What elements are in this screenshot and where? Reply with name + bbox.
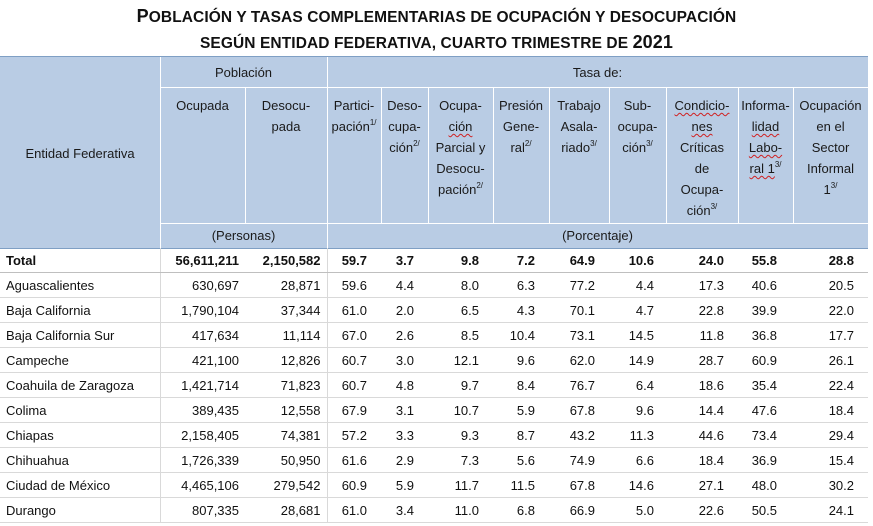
cell-value: 11,114 — [245, 323, 327, 348]
cell-value: 74.9 — [549, 448, 609, 473]
table-row — [0, 348, 868, 373]
cell-value: 807,335 — [160, 498, 245, 523]
cell-value: 22.0 — [793, 298, 868, 323]
cell-value: 73.4 — [738, 423, 793, 448]
cell-value: 9.8 — [428, 248, 493, 273]
cell-value: 3.4 — [381, 498, 428, 523]
cell-value: 7.3 — [428, 448, 493, 473]
cell-value: 59.7 — [327, 248, 381, 273]
cell-value: 47.6 — [738, 398, 793, 423]
cell-entidad: Colima — [0, 398, 160, 423]
cell-value: 15.4 — [793, 448, 868, 473]
cell-value: 67.9 — [327, 398, 381, 423]
cell-value: 14.4 — [666, 398, 738, 423]
col-header-desocupacion: Deso- cupa- ción$^{2/}$ — [387, 98, 422, 155]
cell-value: 74,381 — [245, 423, 327, 448]
cell-value: 55.8 — [738, 248, 793, 273]
cell-value: 24.1 — [793, 498, 868, 523]
header-poblacion: Población — [214, 65, 273, 80]
cell-value: 6.4 — [609, 373, 666, 398]
cell-entidad: Baja California — [0, 298, 160, 323]
col-header-trabajo-asalariado: Trabajo Asala- riado$^{3/}$ — [557, 98, 601, 155]
cell-entidad: Chiapas — [0, 423, 160, 448]
cell-value: 40.6 — [738, 273, 793, 298]
cell-value: 3.7 — [381, 248, 428, 273]
col-header-sector-informal: Ocupación en el Sector Informal $1^{3/}$ — [799, 98, 862, 197]
cell-value: 7.2 — [493, 248, 549, 273]
cell-value: 5.0 — [609, 498, 666, 523]
cell-value: 28.7 — [666, 348, 738, 373]
cell-value: 61.0 — [327, 298, 381, 323]
cell-value: 6.6 — [609, 448, 666, 473]
cell-value: 62.0 — [549, 348, 609, 373]
cell-value: 11.3 — [609, 423, 666, 448]
cell-value: 67.8 — [549, 398, 609, 423]
cell-entidad: Ciudad de México — [0, 473, 160, 498]
cell-value: 17.3 — [666, 273, 738, 298]
cell-value: 59.6 — [327, 273, 381, 298]
cell-value: 70.1 — [549, 298, 609, 323]
cell-value: 5.6 — [493, 448, 549, 473]
col-header-condiciones-criticas: Condicio- nes Críticas de Ocupa- ción$^{3/}$ — [674, 98, 730, 218]
cell-value: 37,344 — [245, 298, 327, 323]
cell-value: 56,611,211 — [160, 248, 245, 273]
cell-value: 3.1 — [381, 398, 428, 423]
cell-value: 2.9 — [381, 448, 428, 473]
cell-value: 17.7 — [793, 323, 868, 348]
col-header-desocupada: Desocu- pada — [261, 98, 311, 134]
cell-value: 4,465,106 — [160, 473, 245, 498]
cell-value: 30.2 — [793, 473, 868, 498]
cell-value: 3.3 — [381, 423, 428, 448]
title-year: 2021 — [632, 32, 674, 52]
cell-value: 1,790,104 — [160, 298, 245, 323]
cell-value: 77.2 — [549, 273, 609, 298]
col-header-presion-general: Presión Gene- ral$^{2/}$ — [498, 98, 544, 155]
cell-value: 417,634 — [160, 323, 245, 348]
cell-value: 61.0 — [327, 498, 381, 523]
cell-value: 4.8 — [381, 373, 428, 398]
table-row — [0, 373, 868, 398]
cell-value: 22.4 — [793, 373, 868, 398]
cell-value: 6.5 — [428, 298, 493, 323]
cell-entidad: Coahuila de Zaragoza — [0, 373, 160, 398]
cell-value: 4.3 — [493, 298, 549, 323]
table-row-total — [0, 248, 868, 273]
cell-value: 9.6 — [609, 398, 666, 423]
cell-value: 29.4 — [793, 423, 868, 448]
table-row — [0, 273, 868, 298]
cell-value: 28,681 — [245, 498, 327, 523]
cell-value: 50,950 — [245, 448, 327, 473]
cell-value: 2,158,405 — [160, 423, 245, 448]
cell-value: 421,100 — [160, 348, 245, 373]
cell-value: 6.8 — [493, 498, 549, 523]
col-header-ocupacion-parcial: Ocupa- ción Parcial y Desocu- pación$^{2/}$ — [435, 98, 486, 197]
cell-value: 73.1 — [549, 323, 609, 348]
cell-entidad: Baja California Sur — [0, 323, 160, 348]
table-row — [0, 298, 868, 323]
cell-value: 60.9 — [738, 348, 793, 373]
cell-value: 8.0 — [428, 273, 493, 298]
cell-value: 66.9 — [549, 498, 609, 523]
cell-value: 14.9 — [609, 348, 666, 373]
cell-value: 6.3 — [493, 273, 549, 298]
cell-value: 5.9 — [493, 398, 549, 423]
cell-value: 20.5 — [793, 273, 868, 298]
cell-value: 14.5 — [609, 323, 666, 348]
cell-value: 18.6 — [666, 373, 738, 398]
table-row — [0, 323, 868, 348]
cell-value: 61.6 — [327, 448, 381, 473]
cell-value: 12.1 — [428, 348, 493, 373]
cell-value: 8.7 — [493, 423, 549, 448]
cell-value: 57.2 — [327, 423, 381, 448]
cell-entidad: Total — [0, 248, 160, 273]
cell-value: 35.4 — [738, 373, 793, 398]
cell-value: 11.8 — [666, 323, 738, 348]
header-entidad: Entidad Federativa — [25, 146, 135, 161]
cell-value: 10.6 — [609, 248, 666, 273]
table-row — [0, 423, 868, 448]
col-header-subocupacion: Sub- ocupa- ción$^{3/}$ — [617, 98, 658, 155]
cell-value: 1,421,714 — [160, 373, 245, 398]
cell-value: 18.4 — [666, 448, 738, 473]
cell-entidad: Chihuahua — [0, 448, 160, 473]
cell-value: 27.1 — [666, 473, 738, 498]
cell-value: 12,558 — [245, 398, 327, 423]
cell-value: 1,726,339 — [160, 448, 245, 473]
cell-value: 50.5 — [738, 498, 793, 523]
cell-value: 67.0 — [327, 323, 381, 348]
cell-value: 22.8 — [666, 298, 738, 323]
cell-value: 48.0 — [738, 473, 793, 498]
header-unit-porcentaje: (Porcentaje) — [562, 228, 633, 243]
cell-value: 60.7 — [327, 373, 381, 398]
cell-value: 36.8 — [738, 323, 793, 348]
cell-value: 43.2 — [549, 423, 609, 448]
title-initial: P — [136, 6, 149, 26]
table-row — [0, 473, 868, 498]
cell-value: 9.6 — [493, 348, 549, 373]
cell-value: 36.9 — [738, 448, 793, 473]
cell-value: 2,150,582 — [245, 248, 327, 273]
cell-value: 71,823 — [245, 373, 327, 398]
cell-entidad: Aguascalientes — [0, 273, 160, 298]
col-header-informalidad-laboral: Informa- lidad Labo- ral $1^{3/}$ — [741, 98, 790, 176]
cell-value: 14.6 — [609, 473, 666, 498]
cell-value: 2.6 — [381, 323, 428, 348]
cell-value: 11.7 — [428, 473, 493, 498]
cell-value: 64.9 — [549, 248, 609, 273]
cell-value: 11.0 — [428, 498, 493, 523]
cell-value: 67.8 — [549, 473, 609, 498]
cell-value: 10.7 — [428, 398, 493, 423]
cell-entidad: Durango — [0, 498, 160, 523]
cell-value: 9.7 — [428, 373, 493, 398]
cell-value: 24.0 — [666, 248, 738, 273]
cell-value: 39.9 — [738, 298, 793, 323]
cell-entidad: Campeche — [0, 348, 160, 373]
cell-value: 18.4 — [793, 398, 868, 423]
cell-value: 279,542 — [245, 473, 327, 498]
report-title-line-1 — [0, 6, 873, 27]
cell-value: 3.0 — [381, 348, 428, 373]
report-title-line-2 — [0, 32, 873, 53]
cell-value: 5.9 — [381, 473, 428, 498]
table-row — [0, 398, 868, 423]
data-table — [0, 248, 868, 523]
cell-value: 11.5 — [493, 473, 549, 498]
header-unit-personas: (Personas) — [211, 228, 276, 243]
cell-value: 2.0 — [381, 298, 428, 323]
cell-value: 60.7 — [327, 348, 381, 373]
header-tasa: Tasa de: — [572, 65, 623, 80]
cell-value: 28,871 — [245, 273, 327, 298]
cell-value: 4.4 — [381, 273, 428, 298]
cell-value: 12,826 — [245, 348, 327, 373]
cell-value: 26.1 — [793, 348, 868, 373]
table-row — [0, 448, 868, 473]
cell-value: 389,435 — [160, 398, 245, 423]
col-header-participacion: Partici- pación$^{1/}$ — [331, 98, 377, 134]
cell-value: 44.6 — [666, 423, 738, 448]
cell-value: 28.8 — [793, 248, 868, 273]
title-subtext: SEGÚN ENTIDAD FEDERATIVA, CUARTO TRIMESTRE DE — [199, 35, 633, 52]
cell-value: 9.3 — [428, 423, 493, 448]
cell-value: 60.9 — [327, 473, 381, 498]
col-header-ocupada: Ocupada — [176, 98, 229, 113]
table-header — [0, 56, 868, 249]
cell-value: 4.4 — [609, 273, 666, 298]
cell-value: 76.7 — [549, 373, 609, 398]
cell-value: 8.5 — [428, 323, 493, 348]
cell-value: 8.4 — [493, 373, 549, 398]
table-row — [0, 498, 868, 523]
title-text: OBLACIÓN Y TASAS COMPLEMENTARIAS DE OCUPACIÓN Y DESOCUPACIÓN — [148, 9, 737, 26]
cell-value: 22.6 — [666, 498, 738, 523]
cell-value: 630,697 — [160, 273, 245, 298]
cell-value: 10.4 — [493, 323, 549, 348]
cell-value: 4.7 — [609, 298, 666, 323]
